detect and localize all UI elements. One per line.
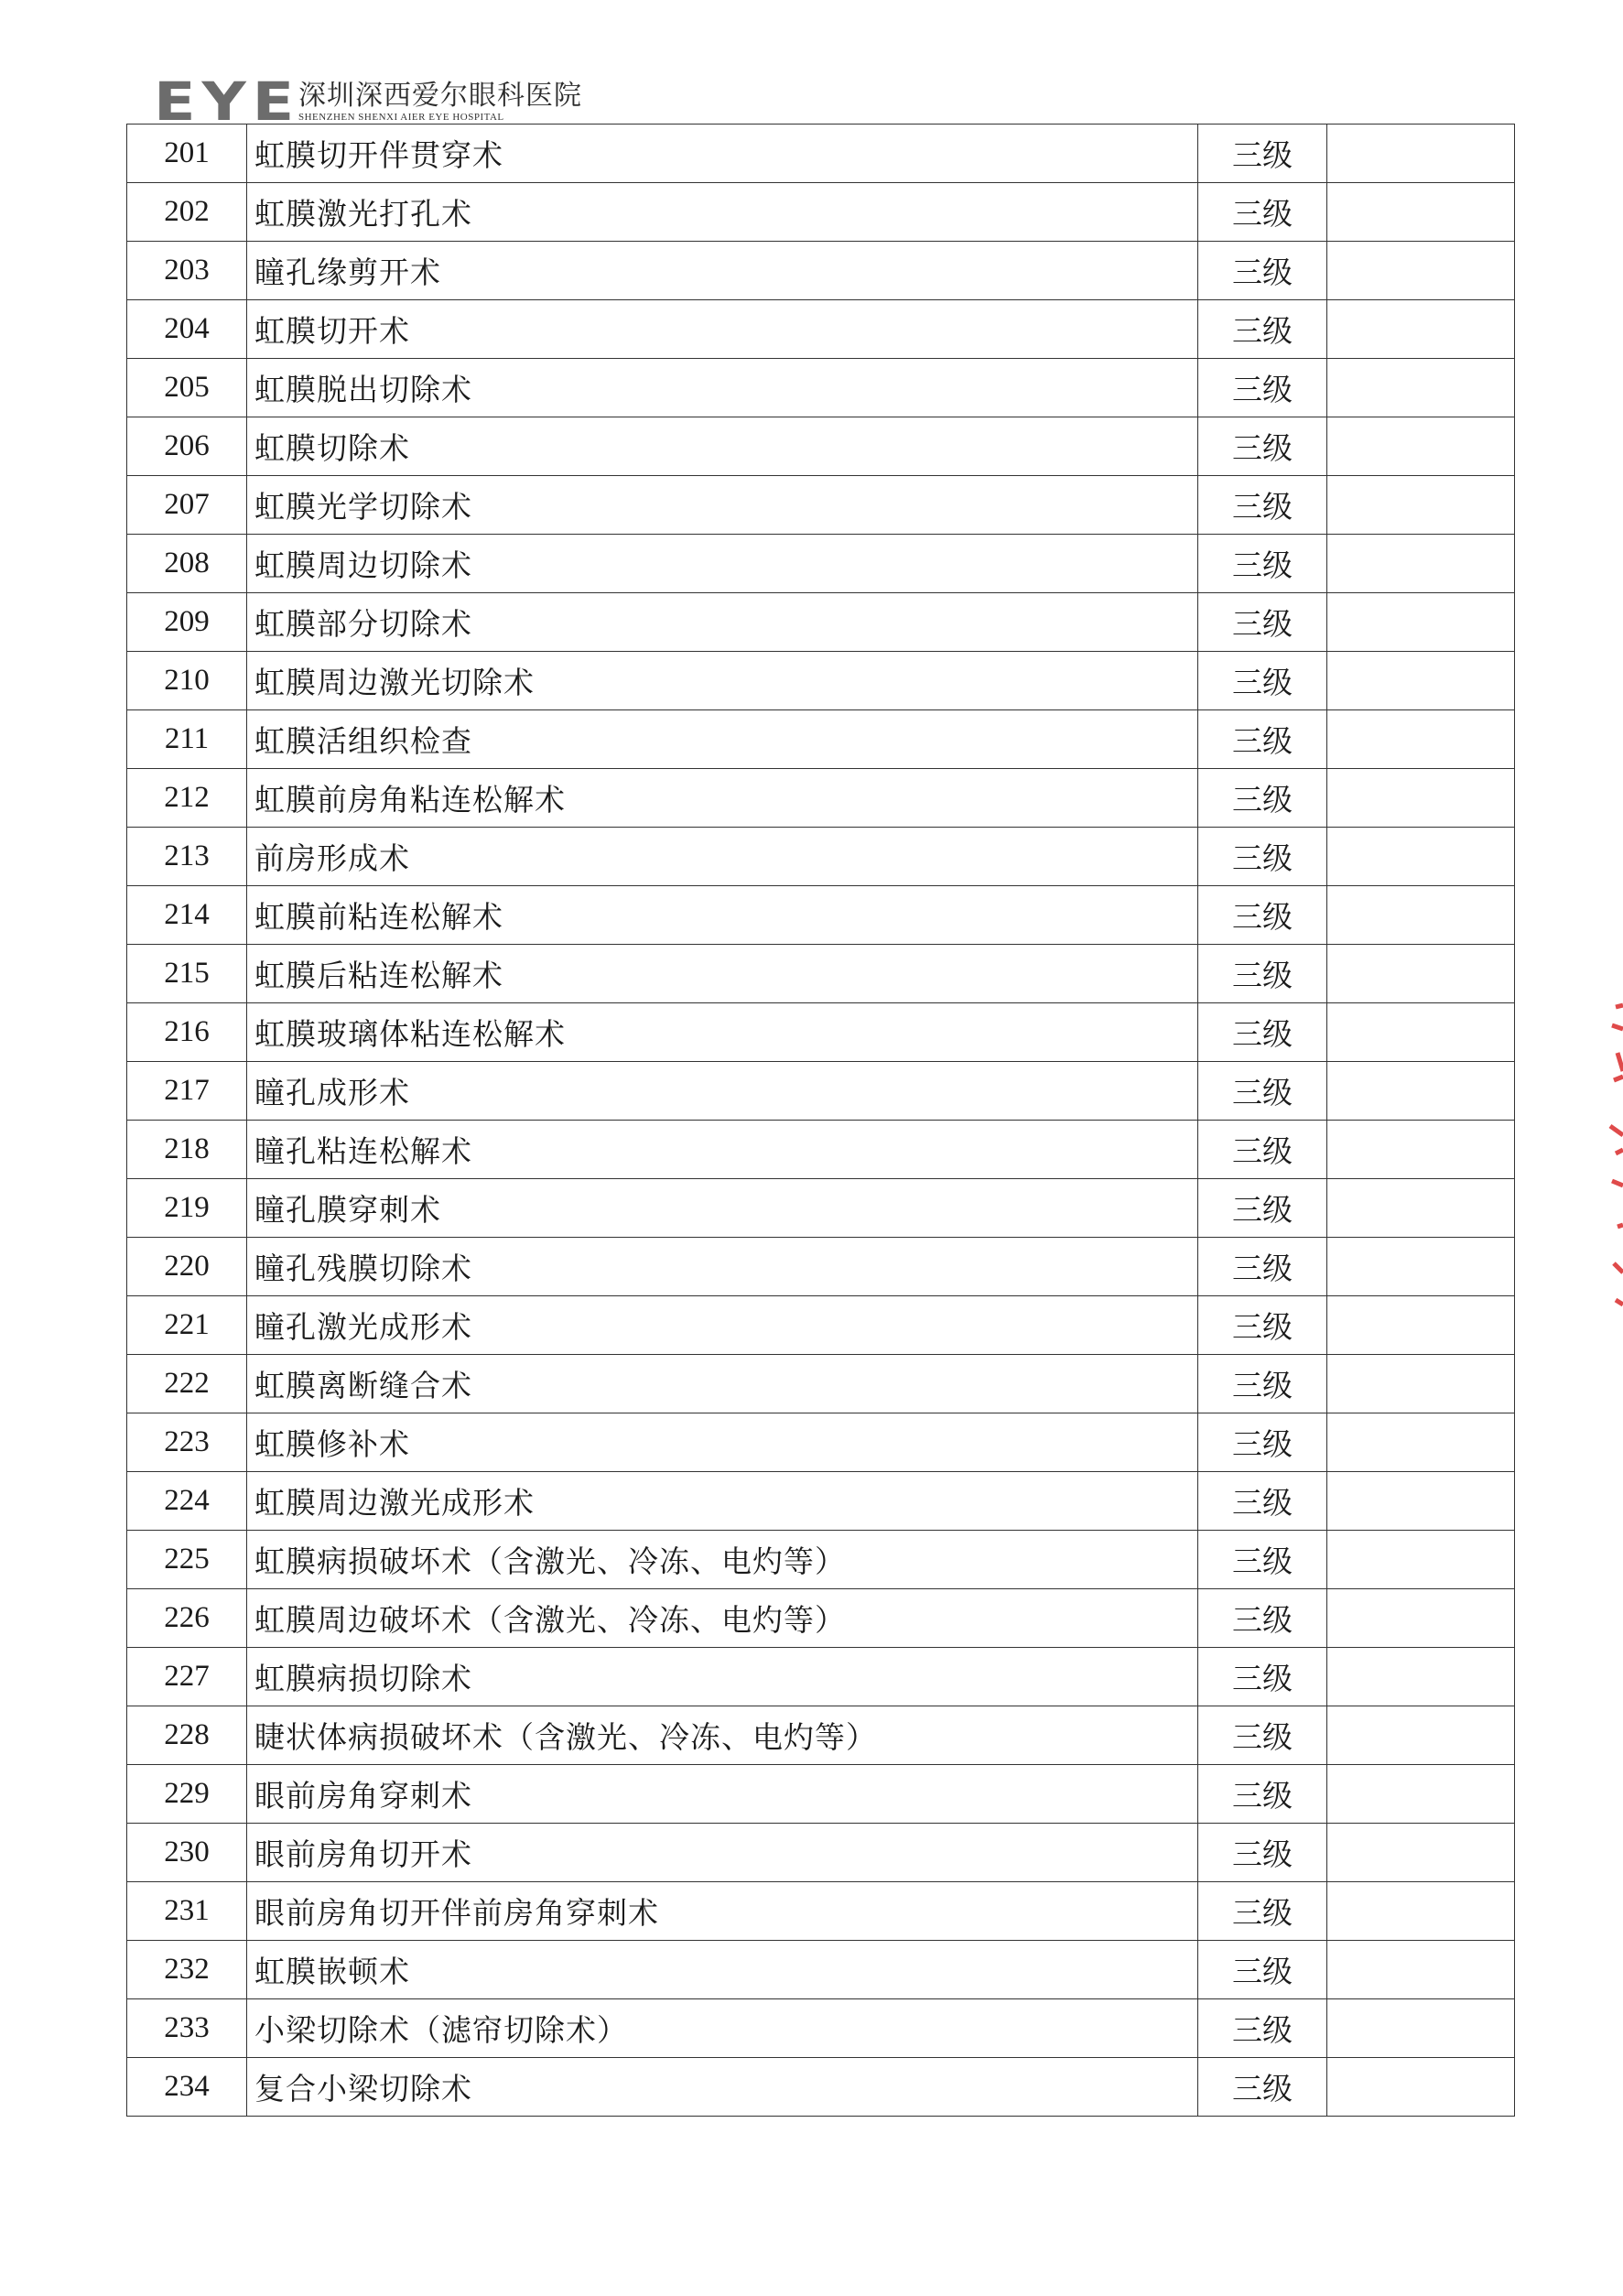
procedure-name: 瞳孔缘剪开术 xyxy=(247,242,1198,300)
procedure-name: 虹膜前粘连松解术 xyxy=(247,886,1198,945)
surgery-level: 三级 xyxy=(1198,1882,1327,1941)
surgery-level: 三级 xyxy=(1198,1238,1327,1296)
table-row xyxy=(127,652,1515,710)
note-cell xyxy=(1327,1472,1515,1531)
table-row xyxy=(127,828,1515,886)
procedure-name: 虹膜切开术 xyxy=(247,300,1198,359)
table-row xyxy=(127,710,1515,769)
procedure-name: 瞳孔膜穿刺术 xyxy=(247,1179,1198,1238)
surgery-level: 三级 xyxy=(1198,2058,1327,2117)
surgery-level: 三级 xyxy=(1198,242,1327,300)
row-number: 234 xyxy=(127,2058,247,2117)
note-cell xyxy=(1327,183,1515,242)
table-row xyxy=(127,593,1515,652)
procedure-name: 虹膜切除术 xyxy=(247,417,1198,476)
procedure-name: 虹膜光学切除术 xyxy=(247,476,1198,535)
row-number: 229 xyxy=(127,1765,247,1824)
procedure-name: 虹膜嵌顿术 xyxy=(247,1941,1198,1999)
row-number: 211 xyxy=(127,710,247,769)
surgery-level: 三级 xyxy=(1198,652,1327,710)
note-cell xyxy=(1327,769,1515,828)
row-number: 223 xyxy=(127,1413,247,1472)
row-number: 226 xyxy=(127,1589,247,1648)
table-row xyxy=(127,476,1515,535)
row-number: 212 xyxy=(127,769,247,828)
red-stamp-fragment xyxy=(1596,989,1623,1337)
hospital-name-block xyxy=(298,81,582,123)
table-row xyxy=(127,1765,1515,1824)
note-cell xyxy=(1327,886,1515,945)
row-number: 206 xyxy=(127,417,247,476)
procedure-name: 虹膜部分切除术 xyxy=(247,593,1198,652)
procedure-name: 睫状体病损破坏术（含激光、冷冻、电灼等） xyxy=(247,1706,1198,1765)
surgery-level: 三级 xyxy=(1198,1003,1327,1062)
procedure-table xyxy=(126,124,1515,2117)
note-cell xyxy=(1327,1296,1515,1355)
note-cell xyxy=(1327,1824,1515,1882)
surgery-level: 三级 xyxy=(1198,1765,1327,1824)
row-number: 228 xyxy=(127,1706,247,1765)
procedure-name: 小梁切除术（滤帘切除术） xyxy=(247,1999,1198,2058)
note-cell xyxy=(1327,1003,1515,1062)
surgery-level: 三级 xyxy=(1198,1706,1327,1765)
surgery-level: 三级 xyxy=(1198,1531,1327,1589)
procedure-name: 虹膜后粘连松解术 xyxy=(247,945,1198,1003)
row-number: 201 xyxy=(127,125,247,183)
procedure-name: 虹膜活组织检查 xyxy=(247,710,1198,769)
note-cell xyxy=(1327,1413,1515,1472)
note-cell xyxy=(1327,593,1515,652)
row-number: 205 xyxy=(127,359,247,417)
note-cell xyxy=(1327,417,1515,476)
table-row xyxy=(127,1589,1515,1648)
surgery-level: 三级 xyxy=(1198,417,1327,476)
note-cell xyxy=(1327,2058,1515,2117)
row-number: 233 xyxy=(127,1999,247,2058)
surgery-level: 三级 xyxy=(1198,1941,1327,1999)
note-cell xyxy=(1327,125,1515,183)
table-row xyxy=(127,945,1515,1003)
row-number: 215 xyxy=(127,945,247,1003)
surgery-level: 三级 xyxy=(1198,476,1327,535)
surgery-level: 三级 xyxy=(1198,1824,1327,1882)
procedure-name: 眼前房角切开术 xyxy=(247,1824,1198,1882)
procedure-name: 虹膜周边破坏术（含激光、冷冻、电灼等） xyxy=(247,1589,1198,1648)
note-cell xyxy=(1327,945,1515,1003)
table-row xyxy=(127,1355,1515,1413)
row-number: 227 xyxy=(127,1648,247,1706)
table-row xyxy=(127,1531,1515,1589)
note-cell xyxy=(1327,1121,1515,1179)
table-row xyxy=(127,1003,1515,1062)
row-number: 204 xyxy=(127,300,247,359)
row-number: 213 xyxy=(127,828,247,886)
note-cell xyxy=(1327,535,1515,593)
surgery-level: 三级 xyxy=(1198,125,1327,183)
surgery-level: 三级 xyxy=(1198,1355,1327,1413)
table-row xyxy=(127,242,1515,300)
surgery-level: 三级 xyxy=(1198,769,1327,828)
procedure-name: 虹膜脱出切除术 xyxy=(247,359,1198,417)
procedure-name: 前房形成术 xyxy=(247,828,1198,886)
procedure-name: 虹膜周边激光成形术 xyxy=(247,1472,1198,1531)
surgery-level: 三级 xyxy=(1198,300,1327,359)
surgery-level: 三级 xyxy=(1198,710,1327,769)
procedure-name: 虹膜修补术 xyxy=(247,1413,1198,1472)
note-cell xyxy=(1327,300,1515,359)
note-cell xyxy=(1327,476,1515,535)
table-row xyxy=(127,1121,1515,1179)
surgery-level: 三级 xyxy=(1198,1589,1327,1648)
table-row xyxy=(127,2058,1515,2117)
note-cell xyxy=(1327,1589,1515,1648)
procedure-name: 虹膜离断缝合术 xyxy=(247,1355,1198,1413)
note-cell xyxy=(1327,242,1515,300)
surgery-level: 三级 xyxy=(1198,1999,1327,2058)
note-cell xyxy=(1327,1706,1515,1765)
note-cell xyxy=(1327,652,1515,710)
procedure-name: 瞳孔粘连松解术 xyxy=(247,1121,1198,1179)
surgery-level: 三级 xyxy=(1198,535,1327,593)
row-number: 219 xyxy=(127,1179,247,1238)
row-number: 203 xyxy=(127,242,247,300)
row-number: 210 xyxy=(127,652,247,710)
note-cell xyxy=(1327,1062,1515,1121)
row-number: 208 xyxy=(127,535,247,593)
procedure-name: 虹膜激光打孔术 xyxy=(247,183,1198,242)
note-cell xyxy=(1327,1179,1515,1238)
procedure-name: 瞳孔激光成形术 xyxy=(247,1296,1198,1355)
table-row xyxy=(127,535,1515,593)
note-cell xyxy=(1327,828,1515,886)
procedure-name: 虹膜切开伴贯穿术 xyxy=(247,125,1198,183)
row-number: 202 xyxy=(127,183,247,242)
table-row xyxy=(127,1238,1515,1296)
row-number: 216 xyxy=(127,1003,247,1062)
eye-logo: EYE xyxy=(154,70,301,133)
table-row xyxy=(127,1999,1515,2058)
row-number: 207 xyxy=(127,476,247,535)
surgery-level: 三级 xyxy=(1198,1648,1327,1706)
table-row xyxy=(127,183,1515,242)
procedure-name: 瞳孔成形术 xyxy=(247,1062,1198,1121)
table-row xyxy=(127,886,1515,945)
procedure-name: 虹膜病损破坏术（含激光、冷冻、电灼等） xyxy=(247,1531,1198,1589)
surgery-level: 三级 xyxy=(1198,183,1327,242)
row-number: 231 xyxy=(127,1882,247,1941)
table-row xyxy=(127,1062,1515,1121)
note-cell xyxy=(1327,359,1515,417)
procedure-name: 眼前房角穿刺术 xyxy=(247,1765,1198,1824)
row-number: 224 xyxy=(127,1472,247,1531)
procedure-name: 虹膜玻璃体粘连松解术 xyxy=(247,1003,1198,1062)
note-cell xyxy=(1327,1355,1515,1413)
row-number: 222 xyxy=(127,1355,247,1413)
procedure-name: 虹膜前房角粘连松解术 xyxy=(247,769,1198,828)
table-row xyxy=(127,1706,1515,1765)
procedure-name: 虹膜周边切除术 xyxy=(247,535,1198,593)
table-row xyxy=(127,1882,1515,1941)
table-row xyxy=(127,1296,1515,1355)
table-row xyxy=(127,125,1515,183)
row-number: 218 xyxy=(127,1121,247,1179)
table-row xyxy=(127,1472,1515,1531)
surgery-level: 三级 xyxy=(1198,593,1327,652)
procedure-name: 眼前房角切开伴前房角穿刺术 xyxy=(247,1882,1198,1941)
table-row xyxy=(127,1648,1515,1706)
note-cell xyxy=(1327,1941,1515,1999)
table-row xyxy=(127,1413,1515,1472)
table-row xyxy=(127,1179,1515,1238)
surgery-level: 三级 xyxy=(1198,359,1327,417)
hospital-name-cn: 深圳深西爱尔眼科医院 xyxy=(298,80,582,112)
procedure-name: 复合小梁切除术 xyxy=(247,2058,1198,2117)
note-cell xyxy=(1327,1765,1515,1824)
note-cell xyxy=(1327,1882,1515,1941)
surgery-level: 三级 xyxy=(1198,886,1327,945)
note-cell xyxy=(1327,1999,1515,2058)
table-row xyxy=(127,417,1515,476)
row-number: 221 xyxy=(127,1296,247,1355)
hospital-header xyxy=(154,70,582,133)
row-number: 220 xyxy=(127,1238,247,1296)
surgery-level: 三级 xyxy=(1198,945,1327,1003)
row-number: 225 xyxy=(127,1531,247,1589)
table-row xyxy=(127,300,1515,359)
surgery-level: 三级 xyxy=(1198,1296,1327,1355)
note-cell xyxy=(1327,710,1515,769)
row-number: 214 xyxy=(127,886,247,945)
row-number: 230 xyxy=(127,1824,247,1882)
note-cell xyxy=(1327,1531,1515,1589)
hospital-name-en: SHENZHEN SHENXI AIER EYE HOSPITAL xyxy=(298,112,504,123)
note-cell xyxy=(1327,1648,1515,1706)
table-row xyxy=(127,1824,1515,1882)
surgery-level: 三级 xyxy=(1198,1179,1327,1238)
surgery-level: 三级 xyxy=(1198,1062,1327,1121)
row-number: 209 xyxy=(127,593,247,652)
surgery-level: 三级 xyxy=(1198,1121,1327,1179)
surgery-level: 三级 xyxy=(1198,828,1327,886)
procedure-name: 虹膜周边激光切除术 xyxy=(247,652,1198,710)
row-number: 232 xyxy=(127,1941,247,1999)
surgery-level: 三级 xyxy=(1198,1413,1327,1472)
table-row xyxy=(127,1941,1515,1999)
table-row xyxy=(127,359,1515,417)
surgery-level: 三级 xyxy=(1198,1472,1327,1531)
table-row xyxy=(127,769,1515,828)
row-number: 217 xyxy=(127,1062,247,1121)
procedure-name: 虹膜病损切除术 xyxy=(247,1648,1198,1706)
note-cell xyxy=(1327,1238,1515,1296)
procedure-name: 瞳孔残膜切除术 xyxy=(247,1238,1198,1296)
